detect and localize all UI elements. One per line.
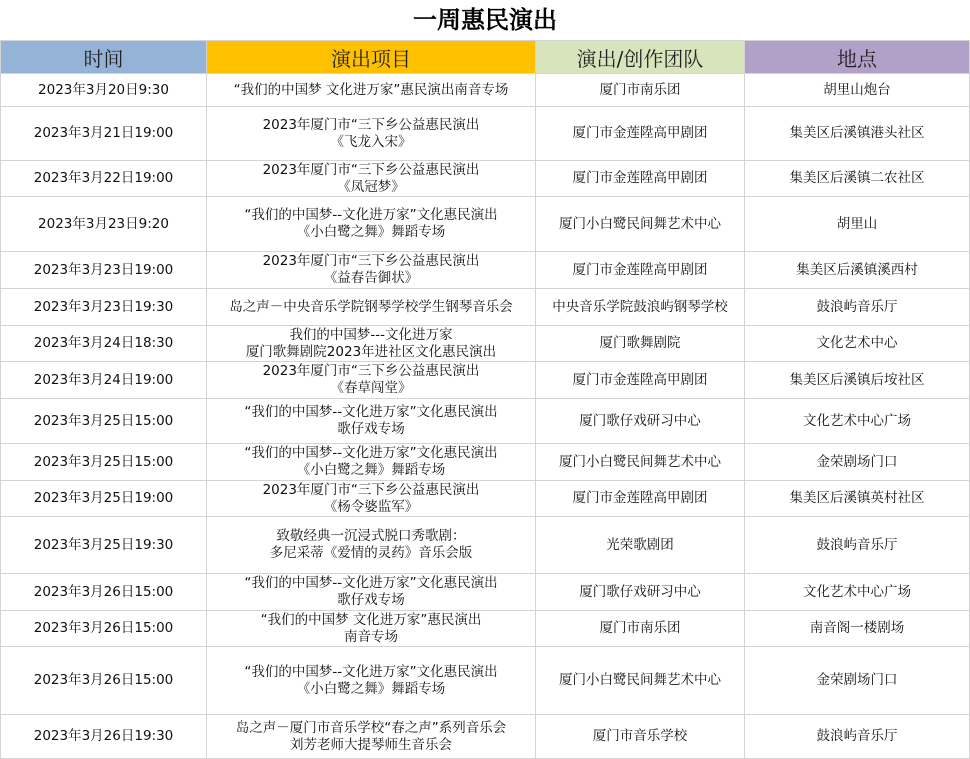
program-line: 《小白鹭之舞》舞蹈专场 xyxy=(296,680,446,697)
cell-time[interactable]: 2023年3月25日15:00 xyxy=(1,444,207,481)
program-line: “我们的中国梦--文化进万家”文化惠民演出 xyxy=(244,663,498,680)
cell-program[interactable] xyxy=(207,107,536,161)
program-line: 厦门歌舞剧院2023年进社区文化惠民演出 xyxy=(245,343,497,360)
program-line: 2023年厦门市“三下乡公益惠民演出 xyxy=(262,161,480,178)
program-line: 多尼采蒂《爱情的灵药》音乐会版 xyxy=(269,545,473,561)
cell-program[interactable] xyxy=(207,517,536,574)
cell-venue[interactable]: 南音阁一楼剧场 xyxy=(745,611,970,647)
cell-time[interactable]: 2023年3月26日19:30 xyxy=(1,715,207,759)
cell-team[interactable]: 厦门小白鹭民间舞艺术中心 xyxy=(536,444,745,481)
cell-venue[interactable]: 集美区后溪镇溪西村 xyxy=(745,252,970,289)
cell-venue[interactable]: 金荣剧场门口 xyxy=(745,444,970,481)
header-program[interactable]: 演出项目 xyxy=(207,41,536,74)
cell-time[interactable]: 2023年3月25日19:00 xyxy=(1,481,207,517)
cell-venue[interactable]: 文化艺术中心 xyxy=(745,326,970,362)
page-title: 一周惠民演出 xyxy=(413,6,557,34)
cell-time[interactable]: 2023年3月20日9:30 xyxy=(1,74,207,107)
table-row xyxy=(1,481,970,517)
cell-venue[interactable]: 胡里山炮台 xyxy=(745,74,970,107)
cell-team[interactable]: 光荣歌剧团 xyxy=(536,517,745,574)
program-line: 《小白鹭之舞》舞蹈专场 xyxy=(296,462,446,478)
cell-venue[interactable]: 集美区后溪镇英村社区 xyxy=(745,481,970,517)
table-row xyxy=(1,74,970,107)
table-row xyxy=(1,611,970,647)
cell-venue[interactable]: 金荣剧场门口 xyxy=(745,647,970,715)
cell-time[interactable]: 2023年3月26日15:00 xyxy=(1,574,207,611)
cell-team[interactable]: 厦门市南乐团 xyxy=(536,74,745,107)
cell-program[interactable] xyxy=(207,444,536,481)
table-row xyxy=(1,574,970,611)
program-line: 《春草闯堂》 xyxy=(330,380,412,396)
program-line: 刘芳老师大提琴师生音乐会 xyxy=(290,736,452,753)
table-row xyxy=(1,399,970,444)
cell-program[interactable] xyxy=(207,161,536,197)
cell-time[interactable]: 2023年3月25日15:00 xyxy=(1,399,207,444)
table-row xyxy=(1,252,970,289)
cell-team[interactable]: 厦门市金莲陞高甲剧团 xyxy=(536,362,745,399)
cell-team[interactable]: 厦门小白鹭民间舞艺术中心 xyxy=(536,197,745,252)
cell-time[interactable]: 2023年3月24日19:00 xyxy=(1,362,207,399)
program-line: 2023年厦门市“三下乡公益惠民演出 xyxy=(262,253,480,269)
cell-time[interactable]: 2023年3月23日9:20 xyxy=(1,197,207,252)
program-line: 致敬经典一沉浸式脱口秀歌剧： xyxy=(276,528,466,544)
table-row xyxy=(1,289,970,326)
program-line: 歌仔戏专场 xyxy=(337,421,405,437)
program-line: 南音专场 xyxy=(344,628,398,645)
table-row xyxy=(1,326,970,362)
header-row xyxy=(1,41,970,74)
cell-time[interactable]: 2023年3月23日19:00 xyxy=(1,252,207,289)
cell-team[interactable]: 厦门歌仔戏研习中心 xyxy=(536,399,745,444)
table-row xyxy=(1,107,970,161)
cell-team[interactable]: 厦门市金莲陞高甲剧团 xyxy=(536,107,745,161)
cell-team[interactable]: 厦门歌舞剧院 xyxy=(536,326,745,362)
cell-program[interactable] xyxy=(207,611,536,647)
cell-program[interactable] xyxy=(207,289,536,326)
program-line: 2023年厦门市“三下乡公益惠民演出 xyxy=(262,116,480,133)
cell-team[interactable]: 中央音乐学院鼓浪屿钢琴学校 xyxy=(536,289,745,326)
table-row xyxy=(1,517,970,574)
program-line: 《凤冠梦》 xyxy=(337,178,405,195)
cell-venue[interactable]: 文化艺术中心广场 xyxy=(745,399,970,444)
cell-time[interactable]: 2023年3月25日19:30 xyxy=(1,517,207,574)
program-line: 《小白鹭之舞》舞蹈专场 xyxy=(296,224,446,240)
program-line: 《益春告御状》 xyxy=(323,270,419,286)
cell-program[interactable] xyxy=(207,399,536,444)
cell-time[interactable]: 2023年3月26日15:00 xyxy=(1,647,207,715)
cell-program[interactable] xyxy=(207,326,536,362)
cell-time[interactable]: 2023年3月22日19:00 xyxy=(1,161,207,197)
cell-team[interactable]: 厦门小白鹭民间舞艺术中心 xyxy=(536,647,745,715)
cell-team[interactable]: 厦门市金莲陞高甲剧团 xyxy=(536,161,745,197)
cell-venue[interactable]: 鼓浪屿音乐厅 xyxy=(745,715,970,759)
cell-venue[interactable]: 鼓浪屿音乐厅 xyxy=(745,517,970,574)
program-line: “我们的中国梦--文化进万家”文化惠民演出 xyxy=(244,575,498,591)
table-row xyxy=(1,197,970,252)
cell-team[interactable]: 厦门市音乐学校 xyxy=(536,715,745,759)
table-body xyxy=(1,74,970,759)
table-row xyxy=(1,715,970,759)
cell-program[interactable] xyxy=(207,647,536,715)
program-line: “我们的中国梦 文化进万家”惠民演出南音专场 xyxy=(233,81,509,98)
cell-time[interactable]: 2023年3月24日18:30 xyxy=(1,326,207,362)
cell-venue[interactable]: 鼓浪屿音乐厅 xyxy=(745,289,970,326)
cell-program[interactable] xyxy=(207,574,536,611)
cell-program[interactable] xyxy=(207,197,536,252)
table-row xyxy=(1,444,970,481)
cell-program[interactable] xyxy=(207,715,536,759)
schedule-table xyxy=(0,40,970,759)
table-row xyxy=(1,647,970,715)
cell-venue[interactable]: 文化艺术中心广场 xyxy=(745,574,970,611)
program-line: 《杨令婆监军》 xyxy=(323,498,419,515)
program-line: 2023年厦门市“三下乡公益惠民演出 xyxy=(262,363,480,379)
program-line: 我们的中国梦---文化进万家 xyxy=(289,326,453,343)
program-line: “我们的中国梦--文化进万家”文化惠民演出 xyxy=(244,207,498,223)
header-time[interactable]: 时间 xyxy=(1,41,207,74)
cell-team[interactable]: 厦门歌仔戏研习中心 xyxy=(536,574,745,611)
program-line: 岛之声－中央音乐学院钢琴学校学生钢琴音乐会 xyxy=(229,298,513,315)
cell-venue[interactable]: 集美区后溪镇港头社区 xyxy=(745,107,970,161)
cell-program[interactable] xyxy=(207,74,536,107)
program-line: “我们的中国梦--文化进万家”文化惠民演出 xyxy=(244,445,498,461)
cell-program[interactable] xyxy=(207,252,536,289)
program-line: “我们的中国梦 文化进万家”惠民演出 xyxy=(260,611,482,628)
cell-program[interactable] xyxy=(207,481,536,517)
cell-program[interactable] xyxy=(207,362,536,399)
header-venue[interactable]: 地点 xyxy=(745,41,970,74)
cell-time[interactable]: 2023年3月21日19:00 xyxy=(1,107,207,161)
header-team[interactable]: 演出/创作团队 xyxy=(536,41,745,74)
cell-time[interactable]: 2023年3月23日19:30 xyxy=(1,289,207,326)
cell-venue[interactable]: 胡里山 xyxy=(745,197,970,252)
cell-venue[interactable]: 集美区后溪镇后垵社区 xyxy=(745,362,970,399)
cell-team[interactable]: 厦门市金莲陞高甲剧团 xyxy=(536,481,745,517)
program-line: 岛之声－厦门市音乐学校“春之声”系列音乐会 xyxy=(235,719,507,736)
program-line: 2023年厦门市“三下乡公益惠民演出 xyxy=(262,481,480,498)
cell-venue[interactable]: 集美区后溪镇二农社区 xyxy=(745,161,970,197)
program-line: “我们的中国梦--文化进万家”文化惠民演出 xyxy=(244,404,498,420)
cell-time[interactable]: 2023年3月26日15:00 xyxy=(1,611,207,647)
cell-team[interactable]: 厦门市南乐团 xyxy=(536,611,745,647)
table-row xyxy=(1,362,970,399)
program-line: 歌仔戏专场 xyxy=(337,592,405,608)
program-line: 《飞龙入宋》 xyxy=(330,133,412,150)
cell-team[interactable]: 厦门市金莲陞高甲剧团 xyxy=(536,252,745,289)
table-row xyxy=(1,161,970,197)
